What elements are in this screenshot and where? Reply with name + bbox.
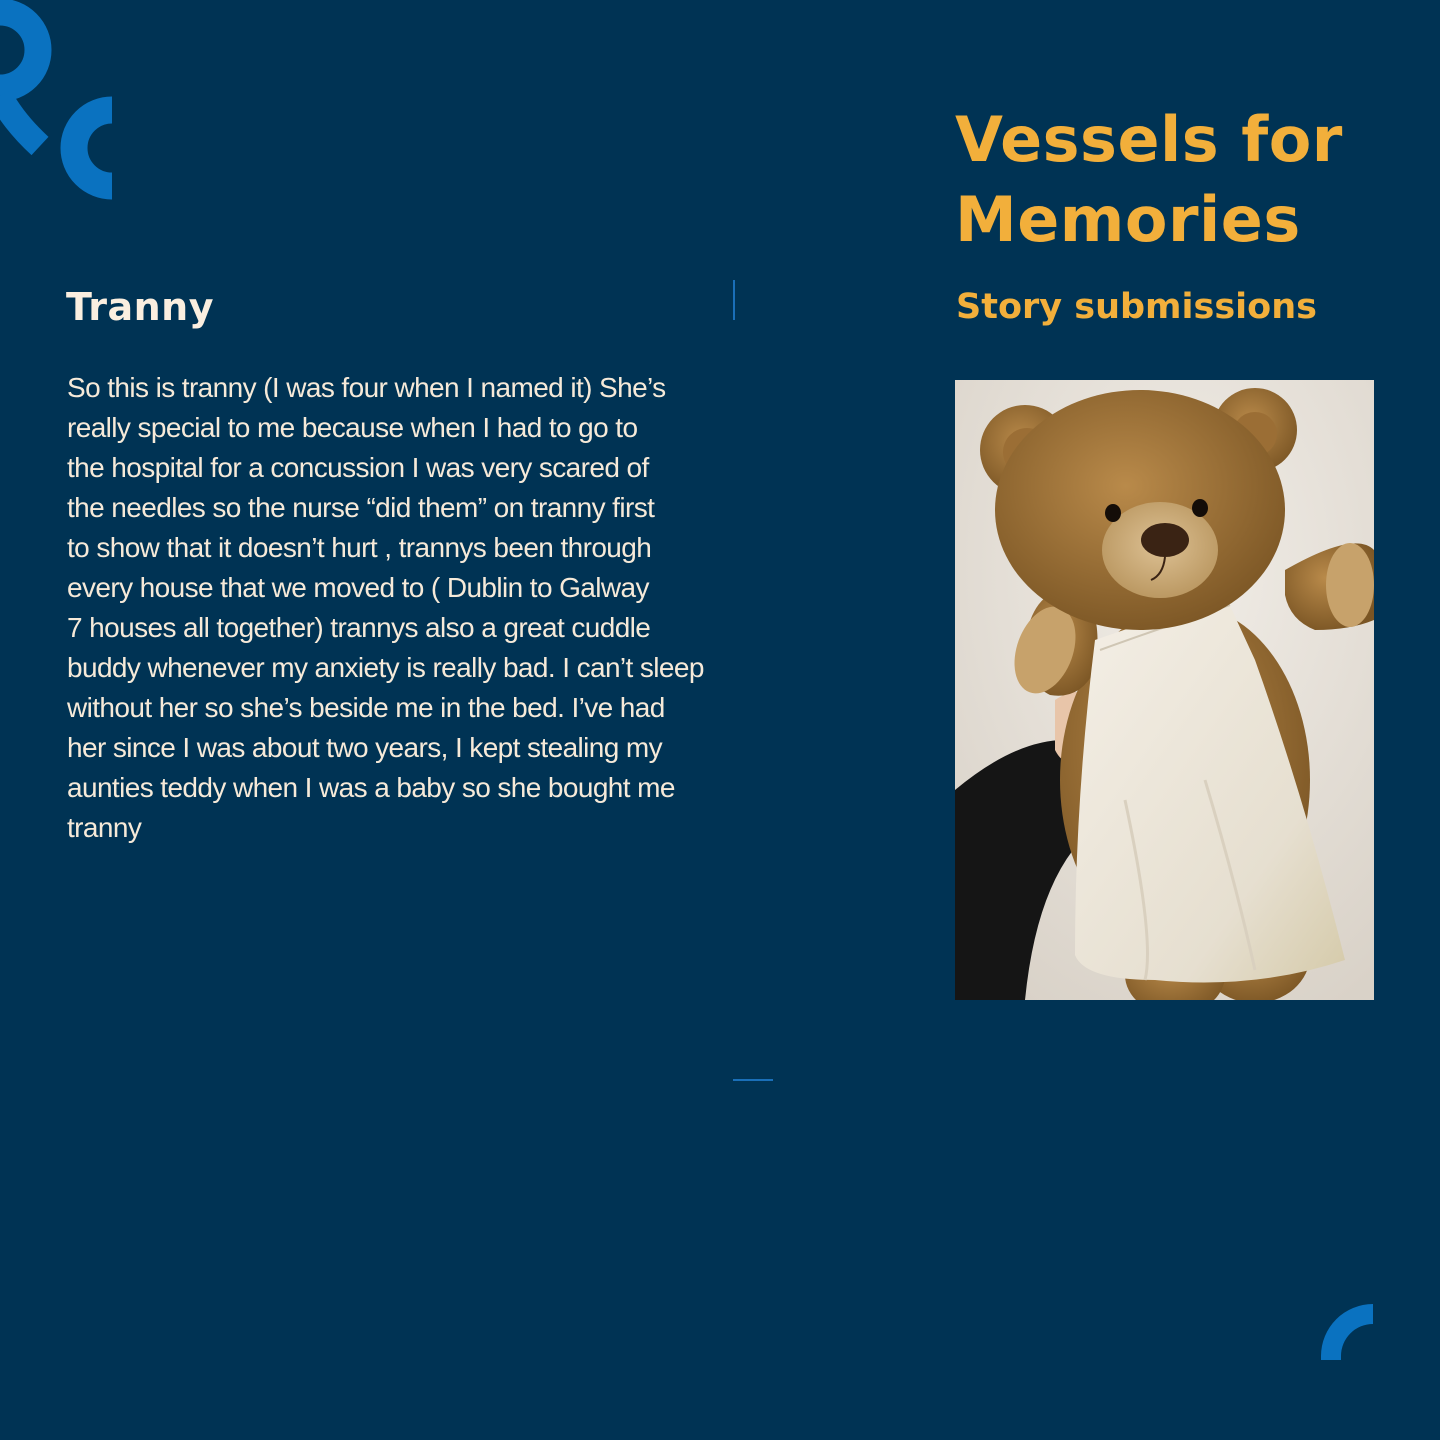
story-line: aunties teddy when I was a baby so she bought me [67, 772, 675, 803]
story-line: tranny [67, 812, 142, 843]
story-line: the hospital for a concussion I was very scared of [67, 452, 649, 483]
series-title [955, 100, 1415, 260]
story-line: every house that we moved to ( Dublin to Galway [67, 572, 649, 603]
story-line: without her so she’s beside me in the bed. I’ve had [67, 692, 665, 723]
teddy-bear-photo [955, 380, 1374, 1000]
story-line: really special to me because when I had to go to [67, 412, 638, 443]
series-title-line-1: Vessels for [955, 103, 1343, 176]
quarter-arc-icon [1316, 1304, 1378, 1364]
story-line: 7 houses all together) trannys also a great cuddle [67, 612, 651, 643]
story-line: the needles so the nurse “did them” on tranny first [67, 492, 655, 523]
series-subtitle: Story submissions [956, 287, 1317, 327]
story-line: to show that it doesn’t hurt , trannys been through [67, 532, 652, 563]
story-line: buddy whenever my anxiety is really bad. I can’t sleep [67, 652, 704, 683]
story-line: her since I was about two years, I kept stealing my [67, 732, 663, 763]
story-line: So this is tranny (I was four when I named it) She’s [67, 372, 666, 403]
vertical-divider [733, 280, 735, 320]
series-title-line-2: Memories [955, 183, 1301, 256]
rc-logo-arcs-icon [0, 0, 140, 220]
story-body [67, 368, 717, 848]
horizontal-divider [733, 1079, 773, 1081]
teddy-bear-illustration [955, 380, 1374, 1000]
story-title: Tranny [66, 285, 215, 329]
